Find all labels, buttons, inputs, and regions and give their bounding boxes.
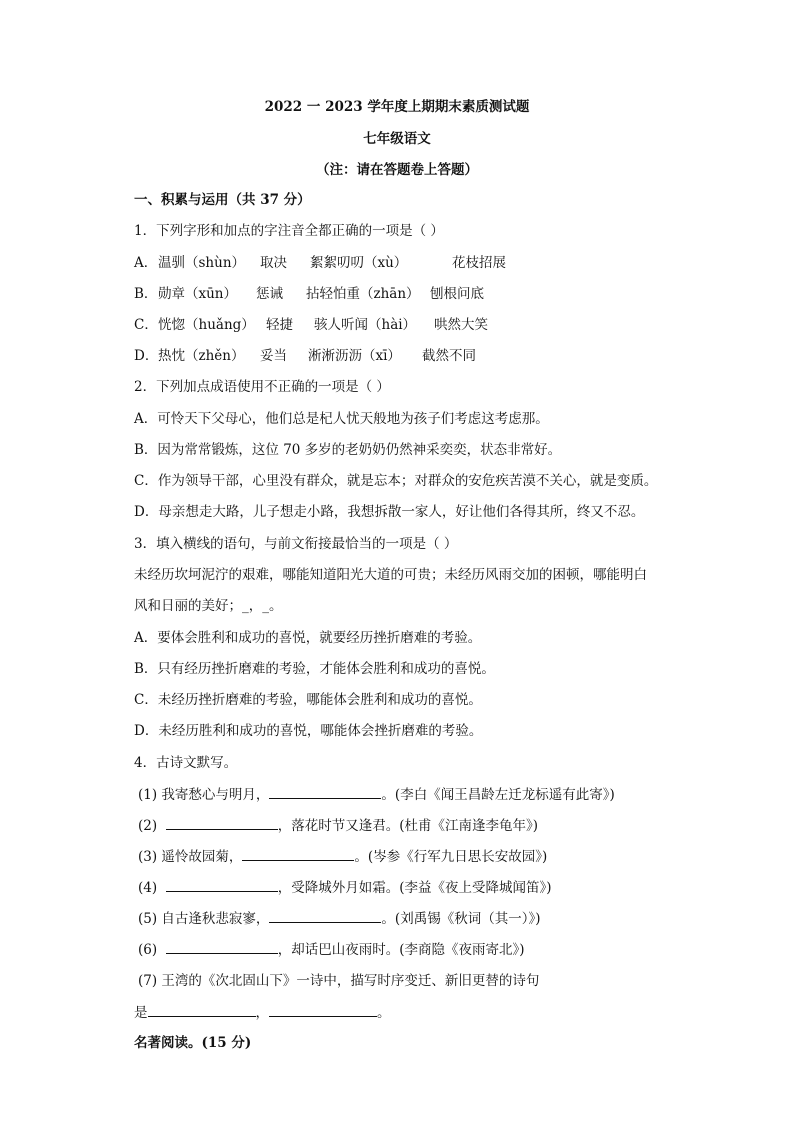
item-number: (6) xyxy=(138,942,158,958)
item-prefix: 是 xyxy=(134,1005,148,1021)
item-suffix: ，落花时节又逢君。(杜甫《江南逢李龟年》) xyxy=(277,818,539,834)
answer-blank[interactable] xyxy=(269,1002,377,1017)
q1-option-c xyxy=(134,315,674,335)
q1-option-b xyxy=(134,284,674,304)
answer-blank[interactable] xyxy=(166,939,278,954)
option-item: 热忱（zhěn） xyxy=(158,348,245,364)
exam-subtitle: 七年级语文 xyxy=(363,131,431,147)
option-item: 淅淅沥沥（xī） xyxy=(308,348,401,364)
q2-option-b: B．因为常常锻炼，这位 70 多岁的老奶奶仍然神采奕奕，状态非常好。 xyxy=(134,442,562,458)
option-label: C． xyxy=(134,317,158,333)
option-item: 温驯（shùn） xyxy=(158,255,246,271)
q2-option-a: A．可怜天下父母心，他们总是杞人忧天般地为孩子们考虑这考虑那。 xyxy=(134,411,549,427)
option-item: 絮絮叨叨（xù） xyxy=(310,255,408,271)
q3-passage-line1: 未经历坎坷泥泞的艰难，哪能知道阳光大道的可贵；未经历风雨交加的困顿，哪能明白 xyxy=(134,567,647,583)
item-number: (2) xyxy=(138,818,158,834)
section1-heading: 一、积累与运用（共 37 分） xyxy=(134,192,311,208)
q4-item-4 xyxy=(138,877,674,898)
option-item: 骇人听闻（hài） xyxy=(314,317,417,333)
answer-blank[interactable] xyxy=(166,815,278,830)
item-suffix: ，受降城外月如霜。(李益《夜上受降城闻笛》) xyxy=(277,880,552,896)
q4-item-6 xyxy=(138,939,674,960)
q4-stem: 4．古诗文默写。 xyxy=(134,755,238,771)
answer-blank[interactable] xyxy=(166,877,278,892)
q1-stem: 1．下列字形和加点的字注音全都正确的一项是（ ） xyxy=(134,223,444,239)
q3-option-a: A．要体会胜利和成功的喜悦，就要经历挫折磨难的考验。 xyxy=(134,630,482,646)
option-item: 截然不同 xyxy=(422,348,476,364)
item-prefix: 遥怜故园菊， xyxy=(161,849,243,865)
q3-option-b: B．只有经历挫折磨难的考验，才能体会胜利和成功的喜悦。 xyxy=(134,661,495,677)
q4-item-5 xyxy=(138,908,674,929)
option-item: 惩诫 xyxy=(256,286,283,302)
option-item: 拈轻怕重（zhān） xyxy=(306,286,420,302)
q1-option-a xyxy=(134,253,674,273)
item-number: (1) xyxy=(138,787,158,803)
answer-blank[interactable] xyxy=(269,784,381,799)
q4-item-1 xyxy=(138,784,674,805)
exam-note: （注：请在答题卷上答题） xyxy=(316,162,478,178)
q3-option-d: D．未经历胜利和成功的喜悦，哪能体会挫折磨难的考验。 xyxy=(134,723,483,739)
item-separator: ， xyxy=(255,1005,269,1021)
option-item: 刨根问底 xyxy=(430,286,484,302)
option-item: 哄然大笑 xyxy=(434,317,488,333)
option-label: A． xyxy=(134,255,158,271)
exam-title: 2022 一 2023 学年度上期期末素质测试题 xyxy=(264,99,530,115)
option-label: B． xyxy=(134,286,158,302)
item-text: 王湾的《次北固山下》一诗中，描写时序变迁、新旧更替的诗句 xyxy=(161,973,540,989)
answer-blank[interactable] xyxy=(242,846,354,861)
option-item: 恍惚（huǎng） xyxy=(158,317,255,333)
q2-option-c: C．作为领导干部，心里没有群众，就是忘本；对群众的安危疾苦漠不关心，就是变质。 xyxy=(134,473,658,489)
q4-item-3 xyxy=(138,846,674,867)
option-item: 妥当 xyxy=(260,348,287,364)
item-suffix: 。 xyxy=(377,1005,391,1021)
answer-blank[interactable] xyxy=(269,908,381,923)
q3-passage-line2: 风和日丽的美好；_，_。 xyxy=(134,598,283,614)
q4-item-7 xyxy=(138,971,674,991)
q2-stem: 2．下列加点成语使用不正确的一项是（ ） xyxy=(134,379,390,395)
option-item: 取决 xyxy=(260,255,287,271)
item-suffix: ，却话巴山夜雨时。(李商隐《夜雨寄北》) xyxy=(277,942,525,958)
option-item: 勋章（xūn） xyxy=(158,286,238,302)
q2-option-d: D．母亲想走大路，儿子想走小路，我想拆散一家人，好让他们各得其所，终又不忍。 xyxy=(134,504,645,520)
item-prefix: 自古逢秋悲寂寥， xyxy=(161,911,270,927)
q4-item-2 xyxy=(138,815,674,836)
section2-heading: 名著阅读。(15 分) xyxy=(134,1035,252,1051)
option-item: 轻捷 xyxy=(266,317,293,333)
q4-item-7-answer xyxy=(134,1002,674,1023)
item-suffix: 。(岑参《行军九日思长安故园》) xyxy=(354,849,548,865)
item-number: (3) xyxy=(138,849,158,865)
item-number: (5) xyxy=(138,911,158,927)
option-item: 花枝招展 xyxy=(452,255,506,271)
item-number: (7) xyxy=(138,973,158,989)
q3-stem: 3．填入横线的语句，与前文衔接最恰当的一项是（ ） xyxy=(134,536,458,552)
option-label: D． xyxy=(134,348,159,364)
answer-blank[interactable] xyxy=(148,1002,256,1017)
item-suffix: 。(刘禹锡《秋词（其一）》) xyxy=(381,911,541,927)
item-prefix: 我寄愁心与明月， xyxy=(161,787,270,803)
q1-option-d xyxy=(134,346,674,366)
item-suffix: 。(李白《闻王昌龄左迁龙标遥有此寄》) xyxy=(381,787,615,803)
item-number: (4) xyxy=(138,880,158,896)
q3-option-c: C．未经历挫折磨难的考验，哪能体会胜利和成功的喜悦。 xyxy=(134,692,482,708)
